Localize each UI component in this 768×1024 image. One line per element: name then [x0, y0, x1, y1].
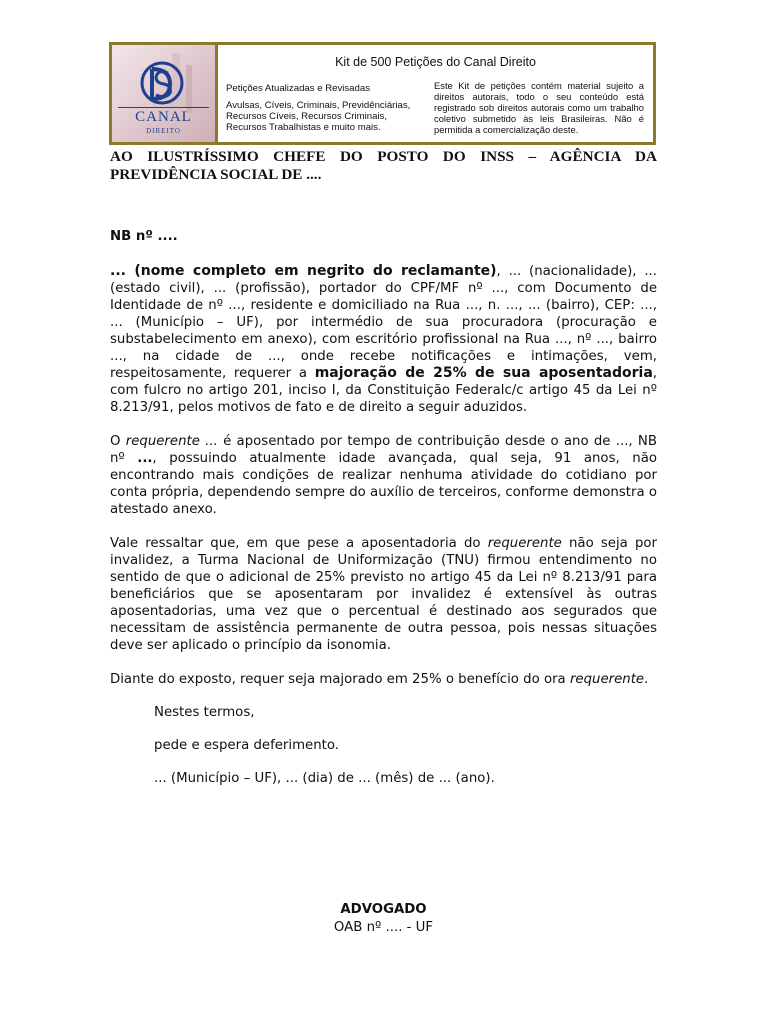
canal-direito-logo	[112, 45, 215, 142]
facts-text-b: é aposentado por tempo de contribuição desde o ano de ..., NB nº	[110, 434, 657, 466]
nb-line: NB nº ....	[110, 229, 178, 244]
signature-title: ADVOGADO	[340, 902, 427, 917]
banner-categories: Avulsas, Cíveis, Criminais, Previdênciárias, Recursos Cíveis, Recursos Criminais, Recursos Trabalhistas e muito mais.	[226, 100, 411, 133]
request-highlight: majoração de 25% de sua aposentadoria	[314, 365, 653, 381]
paragraph-facts	[110, 433, 657, 518]
paragraph-request	[110, 671, 657, 688]
law-text-b: não seja por invalidez, a Turma Nacional de Uniformização (TNU) firmou entendimento no sentido de que o adicional de 25% previsto no artigo 45 da Lei nº 8.213/91 para beneficiários que se aposentaram por invalidez é extensível às outras aposentadorias, uma vez que o percentual é destinado aos segurados que necessitam de assistência permanente de outra pessoa, pois nessas situações deve ser aplicado o princípio da isonomia.	[110, 536, 657, 653]
requerente-italic: requerente ...	[125, 434, 218, 449]
legal-basis-text: , com fulcro no artigo 201, inciso I, da Constituição Federalc/c artigo 45 da Lei nº 8.213/91, pelos motivos de fato e de direito a seguir aduzidos.	[110, 366, 658, 415]
banner-info	[218, 45, 653, 142]
closing-terms: Nestes termos,	[154, 705, 255, 720]
logo-sub-text: DIREITO	[146, 127, 181, 135]
signature-oab: OAB nº .... - UF	[333, 920, 434, 935]
petition-heading: AO ILUSTRÍSSIMO CHEFE DO POSTO DO INSS – AGÊNCIA DA PREVIDÊNCIA SOCIAL DE ....	[110, 148, 657, 183]
paragraph-law	[110, 535, 657, 654]
petition-body	[110, 148, 657, 787]
claimant-name: ... (nome completo em negrito do reclamante)	[110, 263, 497, 279]
requerente-italic: requerente	[569, 672, 645, 687]
banner-left-info	[226, 83, 426, 133]
closing-place-date: ... (Município – UF), ... (dia) de ... (mês) de ... (ano).	[154, 771, 495, 786]
banner-subtitle: Petições Atualizadas e Revisadas	[226, 83, 370, 94]
nb-number-bold: ...	[137, 451, 153, 466]
copyright-notice: Este Kit de petições contém material sujeito a direitos autorais, todo o seu conteúdo está registrado sob direitos autorais como um trabalho coletivo submetido às leis Brasileiras. Não é permitida a comercialização deste.	[434, 80, 644, 135]
requerente-italic: requerente	[487, 536, 562, 551]
kit-title: Kit de 500 Petições do Canal Direito	[335, 55, 536, 69]
logo-brand-text: CANAL	[135, 109, 192, 125]
facts-text-c: , possuindo atualmente idade avançada, qual seja, 91 anos, não encontrando mais condições de realizar nenhuma atividade do cotidiano por conta própria, dependendo sempre do auxílio de terceiros, conforme demonstra o atestado anexo.	[110, 451, 657, 517]
paragraph-qualification	[110, 263, 657, 416]
request-text-a: Diante do exposto, requer seja majorado em 25% o benefício do ora	[110, 672, 570, 687]
qualification-text: , ... (nacionalidade), ... (estado civil), ... (profissão), portador do CPF/MF nº ..., com Documento de Identidade de nº ..., residente e domiciliado na Rua ..., n. ..., ... (bairro), CEP: ..., ... (Município – UF), por intermédio de sua procuradora (procuração e substabelecimento em anexo), com escritório profissional na Rua ..., nº ..., bairro ..., na cidade de ..., onde recebe notificações e intimações, vem, respeitosamente, requerer a	[110, 264, 657, 381]
facts-text-a: O	[110, 434, 126, 449]
law-text-a: Vale ressaltar que, em que pese a aposentadoria do	[110, 536, 488, 551]
closing-request: pede e espera deferimento.	[154, 738, 339, 753]
header-banner	[109, 42, 656, 145]
signature-block	[110, 901, 657, 937]
request-text-b: .	[644, 672, 649, 687]
